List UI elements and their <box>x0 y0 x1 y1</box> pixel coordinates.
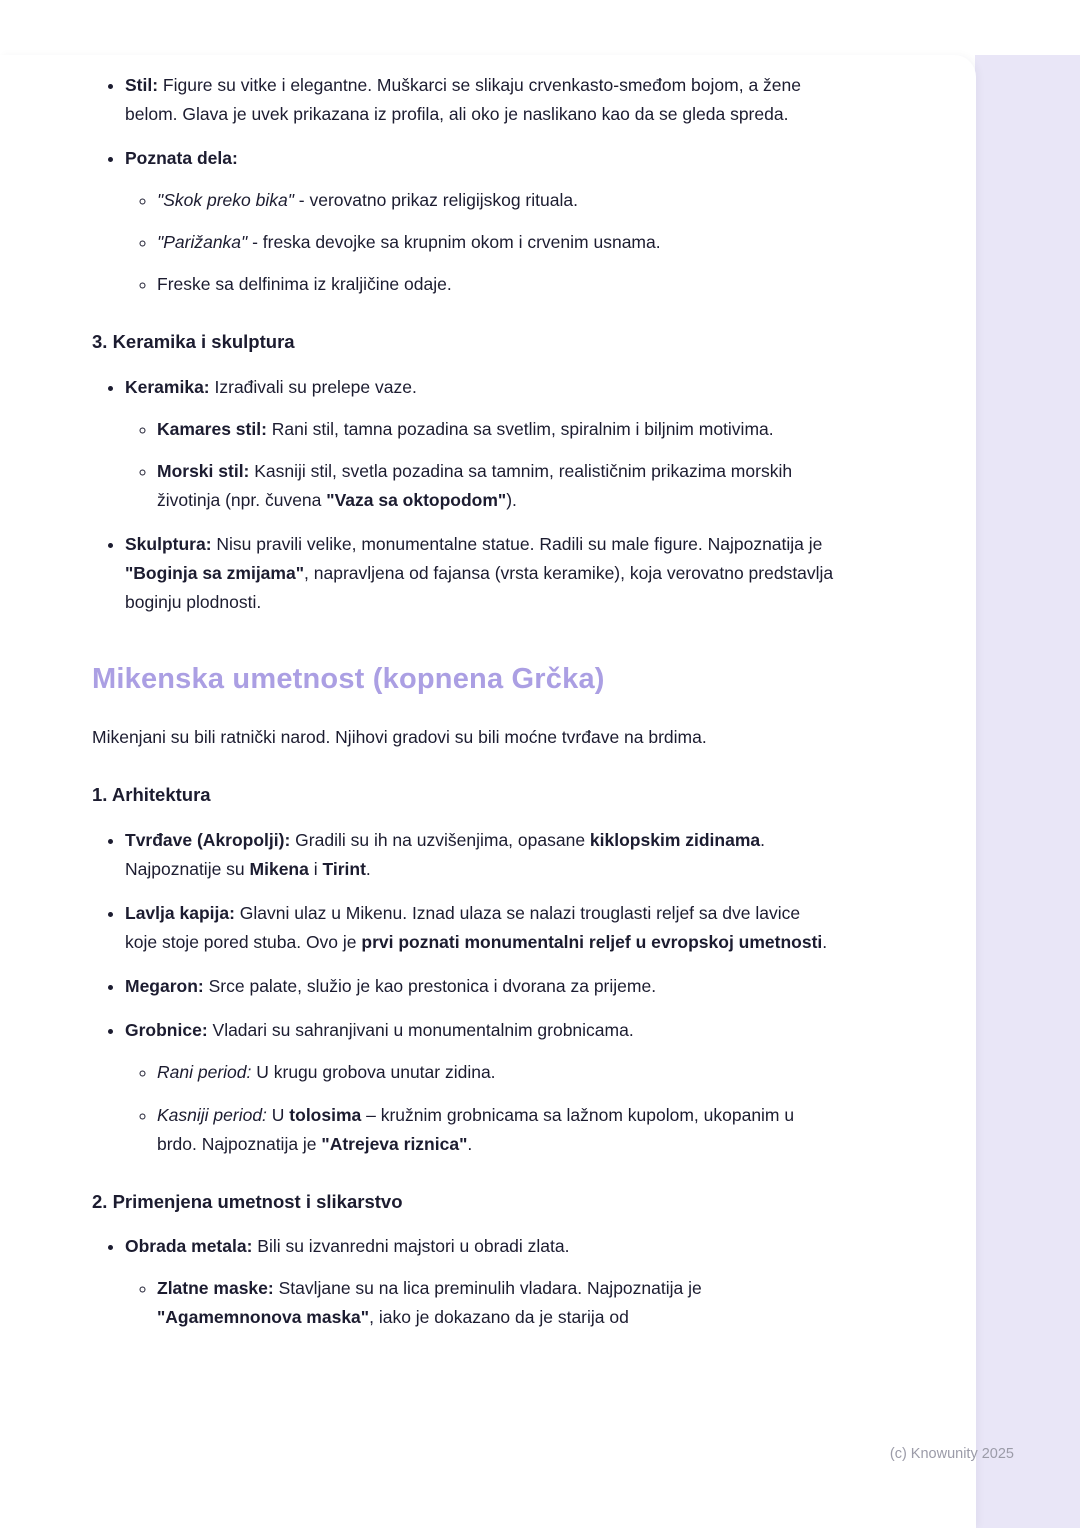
text-segment: "Parižanka" <box>157 232 248 253</box>
text-segment: Vladari su sahranjivani u monumentalnim grobnicama. <box>207 1020 634 1041</box>
text-segment: Srce palate, služio je kao prestonica i dvorana za prijeme. <box>203 976 657 997</box>
text-segment: Izrađivali su prelepe vaze. <box>209 376 417 397</box>
text-segment: Stil: <box>125 75 159 95</box>
text-segment: Morski stil: <box>157 461 250 482</box>
background-strip <box>975 55 1080 1528</box>
list-item <box>157 228 836 257</box>
list-item <box>125 373 836 515</box>
text-segment: . <box>822 932 828 953</box>
list-item <box>125 144 836 299</box>
text-segment: Bili su izvanredni majstori u obradi zlata. <box>252 1236 570 1257</box>
text-segment: Zlatne maske: <box>157 1278 274 1299</box>
text-segment: – kružnim grobnicama sa lažnom kupolom, ukopanim u brdo. Najpoznatija je <box>157 1104 795 1154</box>
document-content <box>92 71 836 1332</box>
list-item <box>157 1274 836 1332</box>
paragraph <box>92 723 836 752</box>
text-segment: Nisu pravili velike, monumentalne statue. Radili su male figure. Najpoznatija je <box>211 534 823 555</box>
section-heading: 3. Keramika i skulptura <box>92 331 295 353</box>
text-segment: . <box>365 859 371 880</box>
text-segment: Mikenjani su bili ratnički narod. Njihovi gradovi su bili moćne tvrđave na brdima. <box>92 727 707 748</box>
text-segment: "Vaza sa oktopodom" <box>326 490 507 511</box>
text-segment: Poznata dela: <box>125 148 238 169</box>
text-segment: Freske sa delfinima iz kraljičine odaje. <box>157 274 452 295</box>
sub-bullet-list <box>125 1058 836 1158</box>
list-item <box>125 1232 836 1332</box>
text-segment: Kamares stil: <box>157 419 267 440</box>
text-segment: Tvrđave (Akropolji): <box>125 830 291 851</box>
text-segment: Kasniji stil, svetla pozadina sa tamnim, realističnim prikazima morskih životinja (npr. čuvena <box>157 461 793 511</box>
bullet-list <box>92 71 836 299</box>
bullet-list <box>92 1232 836 1332</box>
text-segment: . Najpoznatije su <box>125 830 765 880</box>
list-item <box>125 530 836 617</box>
list-item <box>157 186 836 215</box>
text-segment: Stavljane su na lica preminulih vladara. Najpoznatija je <box>273 1278 702 1299</box>
list-item <box>125 71 836 129</box>
text-segment: ). <box>506 490 517 511</box>
list-item <box>157 270 836 299</box>
sub-bullet-list <box>125 186 836 299</box>
text-segment: U krugu grobova unutar zidina. <box>251 1062 496 1083</box>
text-segment: Grobnice: <box>125 1020 208 1041</box>
text-segment: Tirint <box>322 859 366 880</box>
copyright-watermark: (c) Knowunity 2025 <box>889 1446 1014 1462</box>
text-segment: Gradili su ih na uzvišenjima, opasane <box>290 830 590 851</box>
bullet-list <box>92 826 836 1158</box>
text-segment: Keramika: <box>125 376 210 397</box>
text-segment: . <box>467 1133 473 1154</box>
text-segment: kiklopskim zidinama <box>589 830 761 851</box>
text-segment: , napravljena od fajansa (vrsta keramike), koja verovatno predstavlja boginju plodnosti. <box>125 563 834 613</box>
text-segment: Rani stil, tamna pozadina sa svetlim, spiralnim i biljnim motivima. <box>266 419 774 440</box>
text-segment: Megaron: <box>125 976 204 997</box>
text-segment: "Agamemnonova maska" <box>157 1307 370 1328</box>
text-segment: "Boginja sa zmijama" <box>125 563 305 584</box>
text-segment: Skulptura: <box>125 534 212 555</box>
list-item <box>125 899 836 957</box>
list-item <box>157 415 836 444</box>
list-item <box>125 826 836 884</box>
text-segment: Kasniji period: <box>157 1104 267 1125</box>
text-segment: tolosima <box>289 1104 362 1125</box>
text-segment: - freska devojke sa krupnim okom i crvenim usnama. <box>247 232 661 253</box>
text-segment: "Atrejeva riznica" <box>321 1133 468 1154</box>
text-segment: i <box>308 859 323 880</box>
text-segment: Obrada metala: <box>125 1236 253 1257</box>
text-segment: Mikena <box>249 859 309 880</box>
text-segment: Glavni ulaz u Mikenu. Iznad ulaza se nalazi trouglasti reljef sa dve lavice koje stoje pored stuba. Ovo je <box>125 903 801 953</box>
text-segment: Rani period: <box>157 1062 252 1083</box>
text-segment: - verovatno prikaz religijskog rituala. <box>293 190 578 211</box>
list-item <box>157 457 836 515</box>
section-heading: 2. Primenjena umetnost i slikarstvo <box>92 1190 403 1212</box>
main-heading: Mikenska umetnost (kopnena Grčka) <box>92 663 605 696</box>
text-segment: , iako je dokazano da je starija od <box>369 1307 629 1328</box>
sub-bullet-list <box>125 1274 836 1332</box>
text-segment: "Skok preko bika" <box>157 190 294 211</box>
list-item <box>157 1058 836 1087</box>
text-segment: U <box>266 1104 290 1125</box>
section-heading: 1. Arhitektura <box>92 784 211 806</box>
bullet-list <box>92 373 836 617</box>
list-item <box>157 1101 836 1159</box>
text-segment: Lavlja kapija: <box>125 903 235 924</box>
text-segment: Figure su vitke i elegantne. Muškarci se slikaju crvenkasto-smeđom bojom, a žene belom. Glava je uvek prikazana iz profila, ali oko je naslikano kao da se gleda spreda. <box>125 75 801 125</box>
list-item <box>125 1016 836 1158</box>
document-page <box>0 55 976 1528</box>
sub-bullet-list <box>125 415 836 515</box>
list-item <box>125 972 836 1001</box>
text-segment: prvi poznati monumentalni reljef u evropskoj umetnosti <box>361 932 823 953</box>
